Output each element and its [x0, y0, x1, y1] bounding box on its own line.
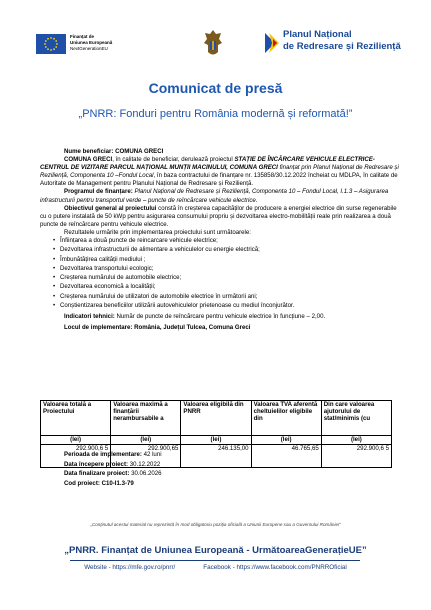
program-text: Planul Național de Redresare și Reziliență, Componenta 10 – Fondul Local, I.1.3 – Asigurarea infrastructurii pentru transportul verde – puncte de reîncărcare vehicule electrice. — [40, 188, 389, 204]
para1-text-a: , în calitate de beneficiar, derulează proiectul — [112, 156, 235, 164]
table-unit: (lei) — [41, 436, 111, 445]
project-meta — [64, 450, 162, 488]
paragraph-indicators — [40, 313, 400, 321]
press-release-body — [40, 148, 400, 332]
paragraph-program — [40, 188, 400, 204]
indicators-text: Număr de puncte de reîncărcare pentru vehicule electrice în funcțiune – 2,00. — [114, 313, 326, 321]
meta-period-value: 42 luni — [143, 451, 162, 458]
list-item: • Dezvoltarea transportului ecologic; — [54, 265, 400, 273]
beneficiary-name: COMUNA GRECI — [64, 156, 113, 164]
meta-period-label: Perioada de implementare: — [64, 451, 142, 458]
results-list — [40, 237, 400, 310]
meta-code-value: C10-I1.3-79 — [101, 479, 134, 487]
paragraph-objective — [40, 205, 400, 229]
pnrr-logo-icon — [263, 31, 281, 60]
table-cell: 292.900,6 5 — [41, 445, 111, 468]
paragraph-project — [40, 156, 400, 188]
eu-text-line1: Finanțat de — [70, 34, 95, 39]
slogan: „PNRR. Finanțat de Uniunea Europeană - UrmătoareaGenerațieUE” — [64, 545, 367, 556]
objective-label: Obiectivul general al proiectului — [64, 204, 157, 212]
list-item: • Înființarea a două puncte de reincarcare vehicule electrice; — [54, 237, 400, 245]
list-item: • Conștientizarea beneficiilor utilizării autovehiculelor prietenoase cu mediul înconjurător. — [54, 302, 400, 310]
table-cell: 292.900,65 — [111, 445, 181, 468]
results-intro: Rezultatele urmărite prin implementarea proiectului sunt următoarele: — [64, 228, 251, 236]
table-unit: (lei) — [251, 436, 321, 445]
disclaimer: „Conținutul acestui material nu reprezintă în mod obligatoriu poziția oficială a Uniunii Europene sau a Guvernului României” — [90, 522, 341, 527]
footer-links: Website - https://mfe.gov.ro/pnrr/ Facebook - https://www.facebook.com/PNRROficial — [84, 564, 347, 571]
pnrr-text-line1: Planul Național — [283, 29, 352, 40]
project-name: STAȚIE DE ÎNCĂRCARE VEHICULE ELECTRICE-CENTRUL DE VIZITARE PARCUL NAȚIONAL MUNȚII MACINULUI, COMUNA GRECI — [40, 156, 375, 172]
romania-crest-icon — [201, 28, 225, 58]
footer-divider — [70, 560, 360, 561]
table-unit-row — [41, 436, 392, 445]
table-header: Valoarea eligibilă din PNRR — [181, 401, 251, 436]
table-cell: 246.135,00 — [181, 445, 251, 468]
meta-code-label: Cod proiect: — [64, 479, 100, 487]
pnrr-logo-text — [283, 29, 401, 53]
para1-text-c: , în baza contractului de finanțare nr. 135858/30.12.2022 încheiat cu MDLPA, în calitate de Autoritate de Management pentru Planului Național de Redresare și Reziliență. — [40, 172, 398, 188]
location: Locul de implementare: România, Județul Tulcea, Comuna Greci — [64, 324, 251, 332]
meta-start-label: Data începere proiect: — [64, 460, 129, 468]
program-label: Programul de finanțare: — [64, 188, 133, 196]
list-item: • Creșterea numărului de automobile electrice; — [54, 274, 400, 282]
table-cell: 46.765,65 — [251, 445, 321, 468]
list-item: • Dezvoltarea infrastructurii de alimentare a vehiculelor cu energie electrică; — [54, 246, 400, 254]
list-item: • Creșterea numărului de utilizatori de automobile electrice în următorii ani; — [54, 293, 400, 301]
table-unit: (lei) — [181, 436, 251, 445]
meta-end-label: Data finalizare proiect: — [64, 470, 130, 477]
meta-end — [64, 469, 162, 479]
list-item: • Dezvoltarea economică a localității; — [54, 283, 400, 291]
meta-start-value: 30.12.2022 — [129, 460, 161, 468]
meta-end-value: 30.06.2026 — [131, 470, 162, 477]
table-header: Din care valoarea ajutorului de stat/minimis (cu — [321, 401, 391, 436]
indicators-label: Indicatori tehnici: — [64, 313, 115, 321]
meta-period — [64, 450, 162, 460]
list-item: • Îmbunătățirea calității mediului ; — [54, 256, 400, 264]
eu-logo-text — [70, 34, 150, 52]
table-header-row — [41, 401, 392, 436]
table-cell: 292.900,6 5 — [321, 445, 391, 468]
page-subtitle: „PNRR: Fonduri pentru România modernă și reformată!” — [78, 108, 353, 120]
objective-text: constă în creșterea capacităților de producere a energiei electrice din surse regenerabile cu o putere instalată de 50 kWp pentru asigurarea consumului propriu și dezvoltarea electro-mobilității reale prin realizarea a două puncte de reîncărcare pentru vehicule electrice. — [40, 204, 397, 228]
beneficiary-label: Nume beneficiar: COMUNA GRECI — [64, 148, 164, 155]
eu-flag-icon — [36, 34, 66, 54]
para1-text-b: finanțat prin Planul Național de Redresare și Reziliență, Componenta 10 –Fondul Local — [40, 164, 399, 180]
table-header: Valoarea maximă a finanțării nerambursabile a — [111, 401, 181, 436]
pnrr-text-line2: de Redresare și Reziliență — [283, 41, 401, 52]
table-unit: (lei) — [321, 436, 391, 445]
eu-text-line2: Uniunea Europeană — [70, 40, 113, 45]
header-logos — [0, 0, 431, 60]
table-header: Valoarea totală a Proiectului — [41, 401, 111, 436]
table-unit: (lei) — [111, 436, 181, 445]
meta-code — [64, 479, 162, 489]
eu-text-line3: NextGenerationEU — [70, 46, 108, 51]
meta-start — [64, 460, 162, 470]
table-header: Valoarea TVA aferentă cheltuielilor eligibile din — [251, 401, 321, 436]
page-title: Comunicat de presă — [148, 80, 283, 96]
